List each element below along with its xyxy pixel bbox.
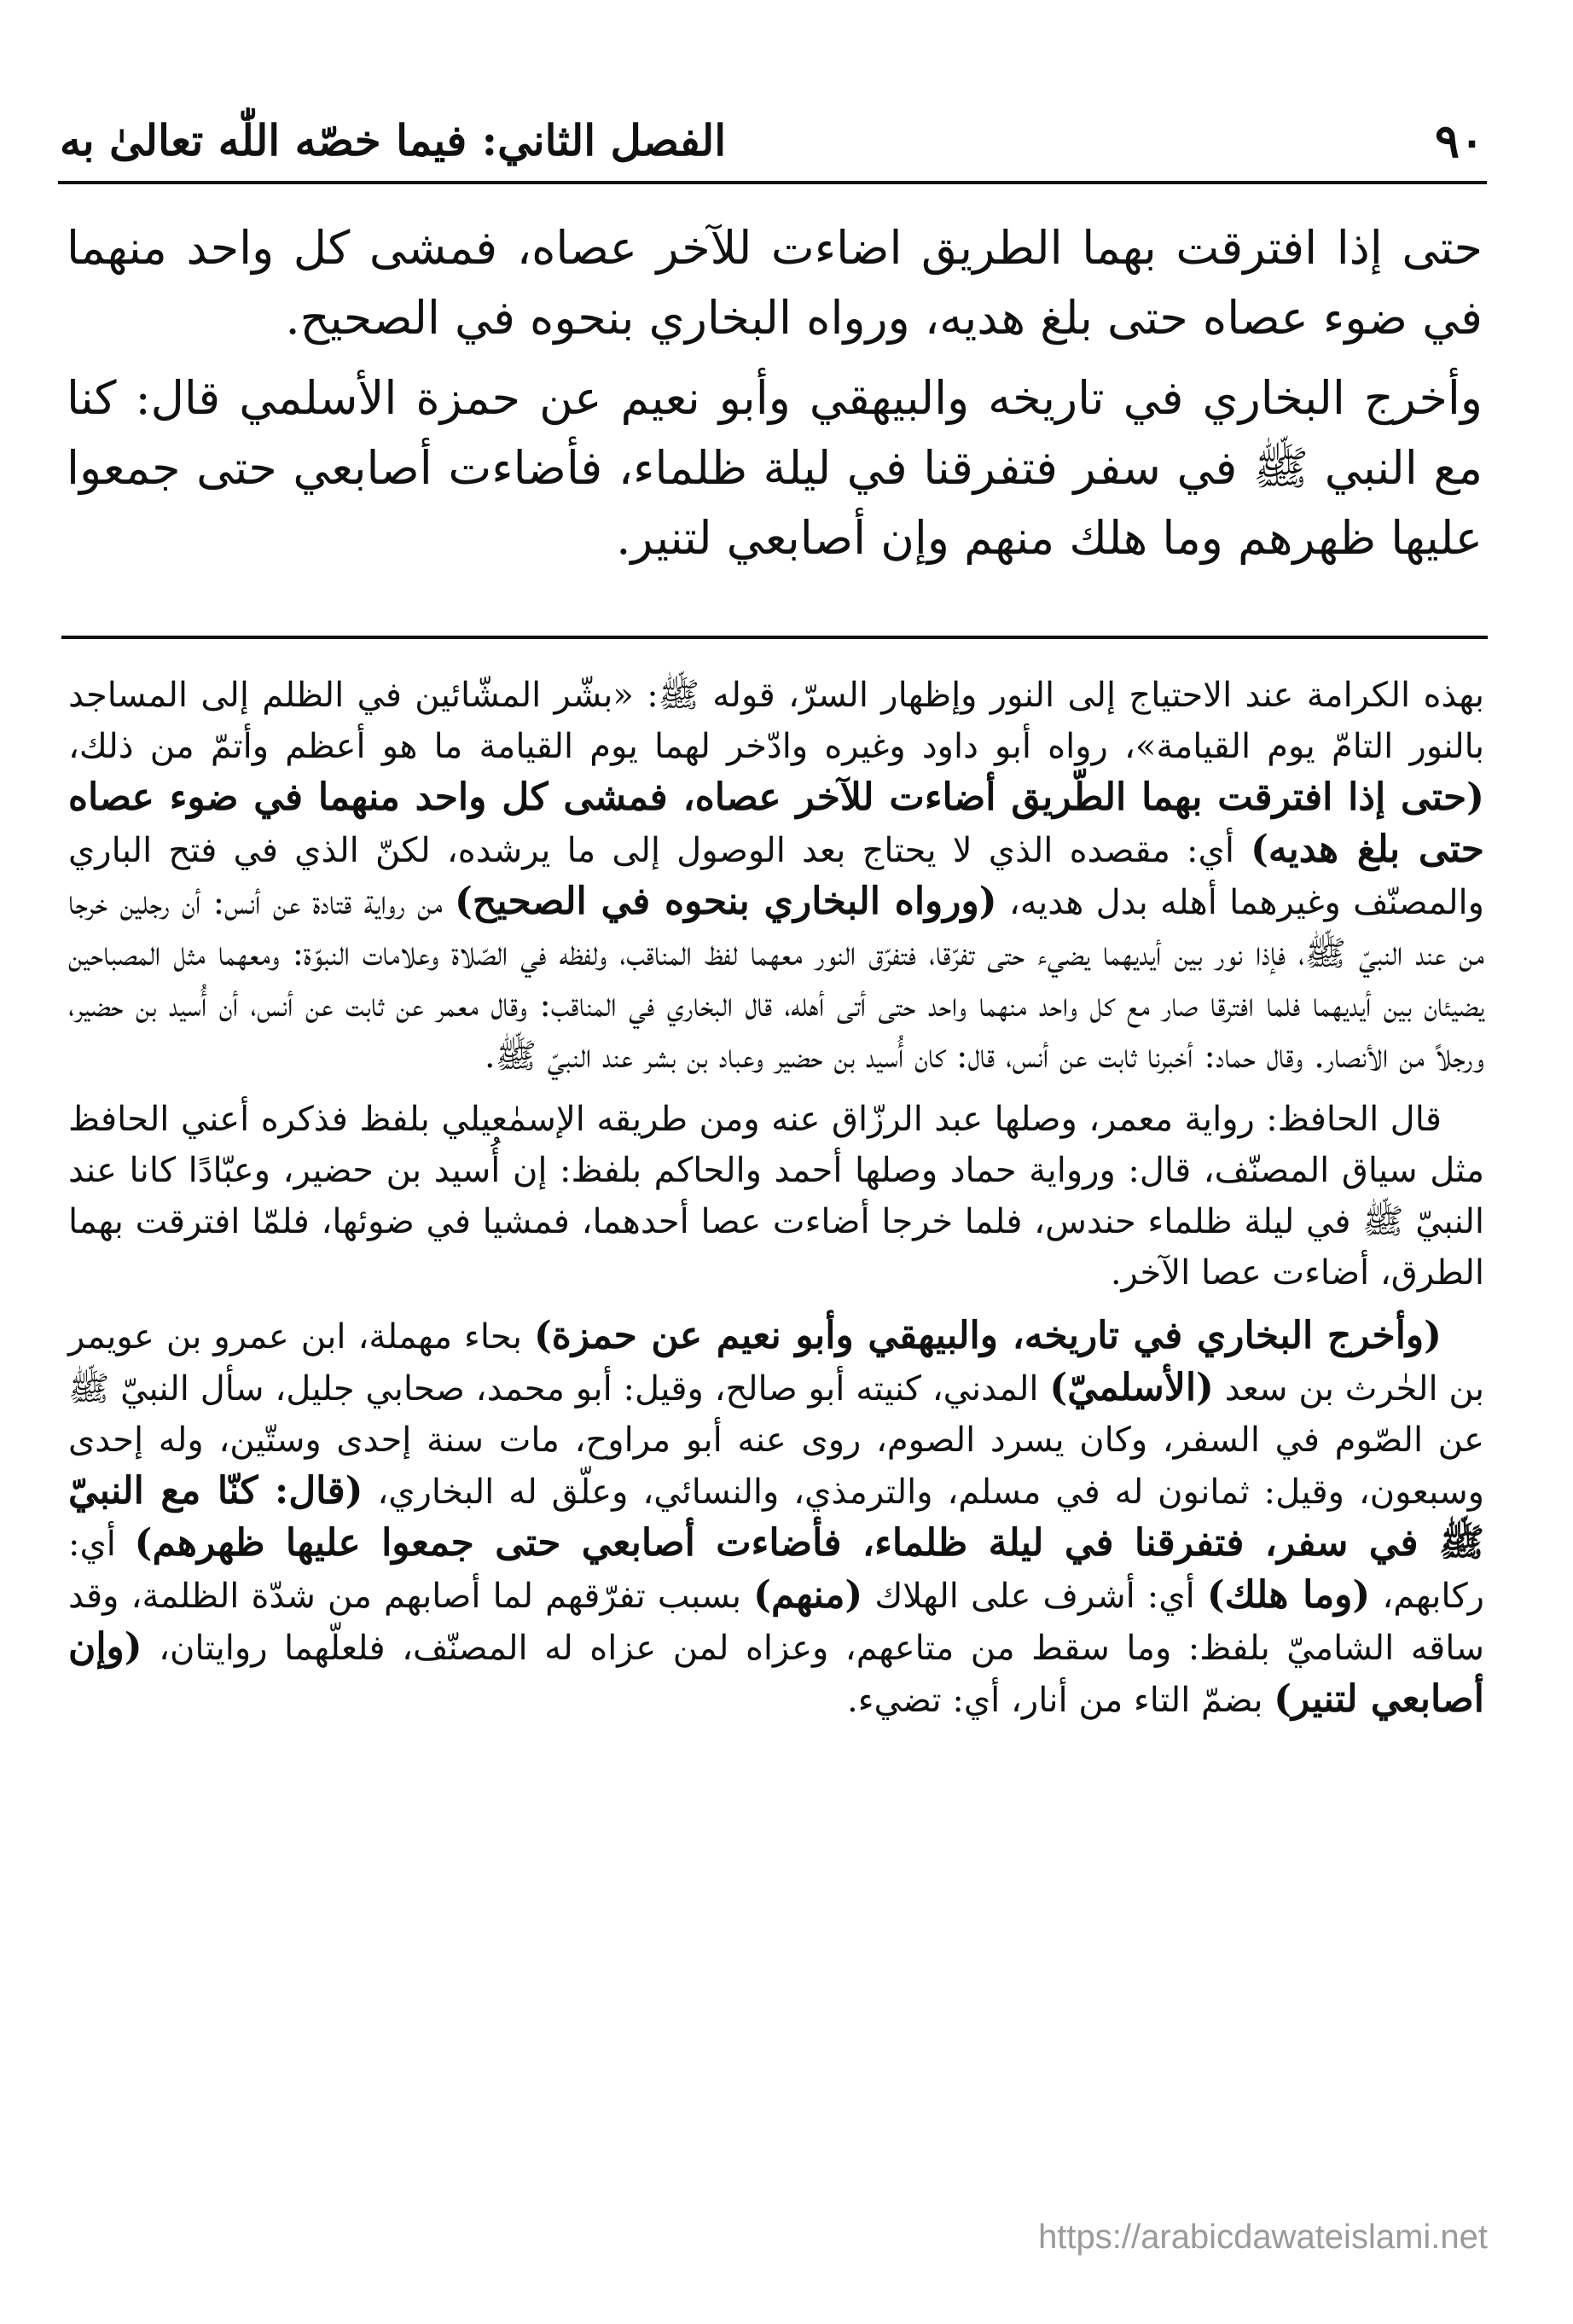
commentary-paragraph-1: [68, 670, 1484, 1082]
quoted-text: (الأسلميّ): [1049, 1366, 1214, 1409]
main-paragraph-2: وأخرج البخاري في تاريخه والبيهقي وأبو نعيم عن حمزة الأسلمي قال: كنا مع النبي ﷺ في سفر فتفرقنا في ليلة ظلماء، فأضاءت أصابعي حتى جمعوا عليها ظهرهم وما هلك منهم وإن أصابعي لتنير.: [67, 371, 1483, 565]
commentary-text: المدني، كنيته أبو صالح، وقيل: أبو محمد، صحابي جليل، سأل النبيّ ﷺ عن الصّوم في السفر، وكان يسرد الصوم، روى عنه أبو مراوح، مات سنة إحدى وستّين، وله إحدى وسبعون، وقيل: ثمانون له في مسلم، والترمذي، والنسائي، وعلّق له البخاري،: [68, 1369, 1484, 1512]
watermark-url: https://arabicdawateislami.net: [1038, 2218, 1488, 2256]
commentary-text: من رواية قتادة عن أنس: أن رجلين خرجا من عند النبيّ ﷺ، فإذا نور بين أيديهما يضيء حتى تفرّقا، فتفرّق النور معهما لفظ المناقب، ولفظه في الصّلاة وعلامات النبوّة: ومعهما مثل المصباحين يضيئان بين أيديهما فلما افترقا صار مع كل واحد منهما واحد حتى أتى أهله، قال البخاري في المناقب: وقال معمر عن ثابت عن أنس، أن أُسيد بن حضير، ورجلاً من الأنصار. وقال حماد: أخبرنا ثابت عن أنس، قال: كان أُسيد بن حضير وعباد بن بشر عند النبيّ ﷺ.: [68, 883, 1484, 1076]
commentary-paragraph-2: قال الحافظ: رواية معمر، وصلها عبد الرزّاق عنه ومن طريقه الإسمٰعيلي بلفظ فذكره أعني الحافظ مثل سياق المصنّف، قال: ورواية حماد وصلها أحمد والحاكم بلفظ: إن أُسيد بن حضير، وعبّادًا كانا عند النبيّ ﷺ في ليلة ظلماء حندس، فلما خرجا أضاءت عصا أحدهما، فمشيا في ضوئها، فلمّا افترقت بهما الطرق، أضاءت عصا الآخر.: [68, 1100, 1484, 1293]
commentary-text: أي: مقصده الذي لا يحتاج بعد الوصول إلى ما يرشده، لكنّ الذي في فتح الباري والمصنّف وغيرهما أهله بدل هديه،: [68, 831, 1484, 922]
quoted-text: (وأخرج البخاري في تاريخه، والبيهقي وأبو نعيم عن حمزة): [533, 1314, 1442, 1357]
quoted-text: (منهم): [753, 1573, 863, 1617]
running-title: الفصل الثاني: فيما خصّه اللّٰه تعالىٰ به: [60, 115, 727, 166]
commentary-text: أي: أشرف على الهلاك: [862, 1577, 1207, 1616]
quoted-text: (وما هلك): [1206, 1573, 1371, 1617]
header-rule: [58, 181, 1487, 184]
commentary-text: أي: ركابهم،: [68, 1525, 1484, 1616]
quoted-text: (وإن أصابعي لتنير): [68, 1625, 1484, 1721]
main-text: [67, 213, 1483, 584]
commentary-text: بضمّ التاء من أنار، أي: تضيء.: [846, 1681, 1274, 1720]
quoted-text: (حتى إذا افترقت بهما الطّريق أضاءت للآخر عصاه، فمشى كل واحد منهما في ضوء عصاه حتى بلغ هديه): [68, 776, 1485, 871]
page-header: [60, 111, 1484, 179]
quoted-text: (قال: كنّا مع النبيّ ﷺ في سفر، فتفرقنا في ليلة ظلماء، فأضاءت أصابعي حتى جمعوا عليها ظهرهم): [68, 1469, 1484, 1565]
commentary-paragraph-3: [68, 1310, 1484, 1726]
quoted-text: (ورواه البخاري بنحوه في الصحيح): [455, 880, 997, 923]
commentary: [68, 670, 1484, 1738]
commentary-text: بحاء مهملة، ابن عمرو بن عويمر بن الحٰرث بن سعد: [68, 1317, 1484, 1409]
commentary-separator: [61, 636, 1488, 639]
main-paragraph-1: حتى إذا افترقت بهما الطريق اضاءت للآخر عصاه، فمشى كل واحد منهما في ضوء عصاه حتى بلغ هديه، ورواه البخاري بنحوه في الصحيح.: [67, 221, 1483, 345]
commentary-text: بهذه الكرامة عند الاحتياج إلى النور وإظهار السرّ، قوله ﷺ: «بشّر المشّائين في الظلم إلى المساجد بالنور التامّ يوم القيامة»، رواه أبو داود وغيره وادّخر لهما يوم القيامة ما هو أعظم وأتمّ من ذلك،: [68, 676, 1484, 766]
page-number: ٩٠: [1434, 113, 1484, 168]
commentary-text: بسبب تفرّقهم لما أصابهم من شدّة الظلمة، وقد ساقه الشاميّ بلفظ: وما سقط من متاعهم، وعزاه لمن عزاه له المصنّف، فلعلّهما روايتان،: [68, 1577, 1484, 1668]
